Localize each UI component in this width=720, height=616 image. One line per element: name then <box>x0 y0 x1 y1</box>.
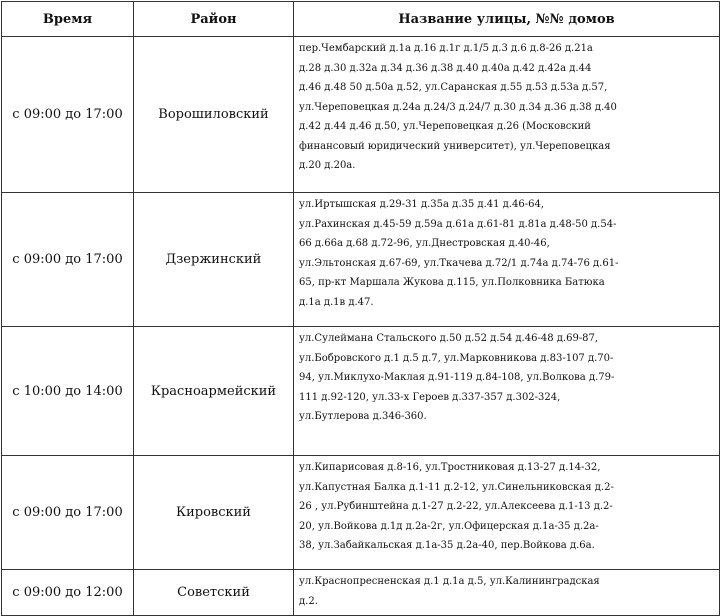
street-line: д.2. <box>299 595 318 607</box>
time-cell: с 10:00 до 14:00 <box>2 327 134 456</box>
street-line: 20, ул.Войкова д.1д д.2а-2г, ул.Офицерская д.1а-35 д.2а- <box>299 520 599 532</box>
street-line: 111 д.92-120, ул.33-х Героев д.337-357 д.302-324, <box>299 391 561 403</box>
header-time: Время <box>2 2 134 37</box>
district-cell: Красноармейский <box>134 327 294 456</box>
street-line: 94, ул.Миклухо-Маклая д.91-119 д.84-108, ул.Волкова д.79- <box>299 372 615 383</box>
table-row <box>2 456 720 570</box>
street-line: д.28 д.30 д.32а д.34 д.36 д.38 д.40 д.40а д.42 д.42а д.44 <box>299 62 592 74</box>
streets-cell <box>294 37 720 193</box>
street-line: ул.Краснопресненская д.1 д.1а д.5, ул.Калининградская <box>299 576 600 587</box>
streets-cell <box>294 570 720 616</box>
table-row <box>2 570 720 616</box>
table-row <box>2 193 720 327</box>
street-line: ул.Сулеймана Стальского д.50 д.52 д.54 д.46-48 д.69-87, <box>299 333 599 344</box>
streets-cell <box>294 327 720 456</box>
street-line: 38, ул.Забайкальская д.1а-35 д.2а-40, пер.Войкова д.6а. <box>299 540 595 551</box>
streets-cell <box>294 193 720 327</box>
table-row <box>2 37 720 193</box>
time-cell: с 09:00 до 17:00 <box>2 37 134 193</box>
time-cell: с 09:00 до 17:00 <box>2 193 134 327</box>
time-cell: с 09:00 до 12:00 <box>2 570 134 616</box>
street-line: д.20 д.20а. <box>299 160 356 171</box>
streets-cell <box>294 456 720 570</box>
street-line: 65, пр-кт Маршала Жукова д.115, ул.Полковника Батюка <box>299 277 605 288</box>
district-cell: Кировский <box>134 456 294 570</box>
district-cell: Дзержинский <box>134 193 294 327</box>
time-cell: с 09:00 до 17:00 <box>2 456 134 570</box>
street-line: 26 , ул.Рубинштейна д.1-27 д.2-22, ул.Алексеева д.1-13 д.2- <box>299 501 613 512</box>
street-line: ул.Эльтонская д.67-69, ул.Ткачева д.72/1 д.74а д.74-76 д.61- <box>299 257 619 269</box>
table-header-row <box>2 2 720 37</box>
street-line: ул.Иртышская д.29-31 д.35а д.35 д.41 д.46-64, <box>299 199 544 210</box>
street-line: финансовый юридический университет), ул.Череповецкая <box>299 140 611 152</box>
street-line: ул.Капустная Балка д.1-11 д.2-12, ул.Синельниковская д.2- <box>299 481 614 493</box>
district-cell: Ворошиловский <box>134 37 294 193</box>
header-district: Район <box>134 2 294 37</box>
street-line: д.42 д.44 д.46 д.50, ул.Череповецкая д.26 (Московский <box>299 121 591 132</box>
street-line: пер.Чембарский д.1а д.16 д.1г д.1/5 д.3 д.6 д.8-26 д.21а <box>299 43 593 54</box>
street-line: ул.Бутлерова д.346-360. <box>299 411 427 422</box>
street-line: ул.Рахинская д.45-59 д.59а д.61а д.61-81 д.81а д.48-50 д.54- <box>299 218 617 230</box>
street-line: д.46 д.48 50 д.50а д.52, ул.Саранская д.55 д.53 д.53а д.57, <box>299 82 608 93</box>
street-line: 66 д.66а д.68 д.72-96, ул.Днестровская д.40-46, <box>299 238 550 249</box>
street-line: ул.Бобровского д.1 д.5 д.7, ул.Марковникова д.83-107 д.70- <box>299 352 614 364</box>
header-streets: Название улицы, №№ домов <box>294 2 720 37</box>
outage-schedule-table <box>1 1 720 616</box>
street-line: ул.Череповецкая д.24а д.24/3 д.24/7 д.30 д.34 д.36 д.38 д.40 <box>299 101 617 113</box>
district-cell: Советский <box>134 570 294 616</box>
street-line: д.1а д.1в д.47. <box>299 296 374 308</box>
street-line: ул.Кипарисовая д.8-16, ул.Тростниковая д.13-27 д.14-32, <box>299 462 601 473</box>
table-row <box>2 327 720 456</box>
